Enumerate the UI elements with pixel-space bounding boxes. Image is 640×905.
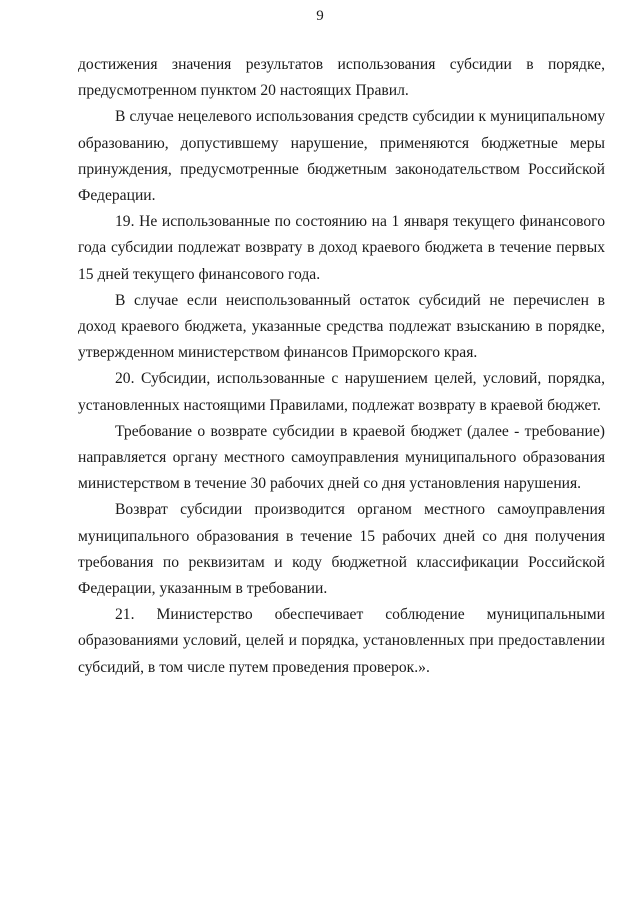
- paragraph-return-demand: Требование о возврате субсидии в краевой бюджет (далее - требование) направляется органу местного самоуправления муниципального образования министерством в течение 30 рабочих дней со дня установления нарушения.: [78, 422, 605, 493]
- document-body: [78, 52, 605, 681]
- paragraph-return-procedure: Возврат субсидии производится органом местного самоуправления муниципального образования в течение 15 рабочих дней со дня получения требования по реквизитам и коду бюджетной классификации Российской Федерации, указанным в требовании.: [78, 501, 605, 598]
- paragraph-unused-balance: В случае если неиспользованный остаток субсидий не перечислен в доход краевого бюджета, указанные средства подлежат взысканию в порядке, утвержденном министерством финансов Приморского края.: [78, 291, 605, 362]
- page-number: 9: [316, 8, 324, 24]
- paragraph-clause-19: 19. Не использованные по состоянию на 1 января текущего финансового года субсидии подлежат возврату в доход краевого бюджета в течение первых 15 дней текущего финансового года.: [78, 213, 605, 283]
- paragraph-clause-20: 20. Субсидии, использованные с нарушением целей, условий, порядка, установленных настоящими Правилами, подлежат возврату в краевой бюджет.: [78, 370, 605, 414]
- paragraph-misuse-measures: В случае нецелевого использования средств субсидии к муниципальному образованию, допустившему нарушение, применяются бюджетные меры принуждения, предусмотренные бюджетным законодательством Российской Федерации.: [78, 108, 605, 205]
- paragraph-continuation: достижения значения результатов использования субсидии в порядке, предусмотренном пунктом 20 настоящих Правил.: [78, 56, 605, 100]
- paragraph-clause-21: 21. Министерство обеспечивает соблюдение муниципальными образованиями условий, целей и порядка, установленных при предоставлении субсидий, в том числе путем проведения проверок.».: [78, 606, 605, 676]
